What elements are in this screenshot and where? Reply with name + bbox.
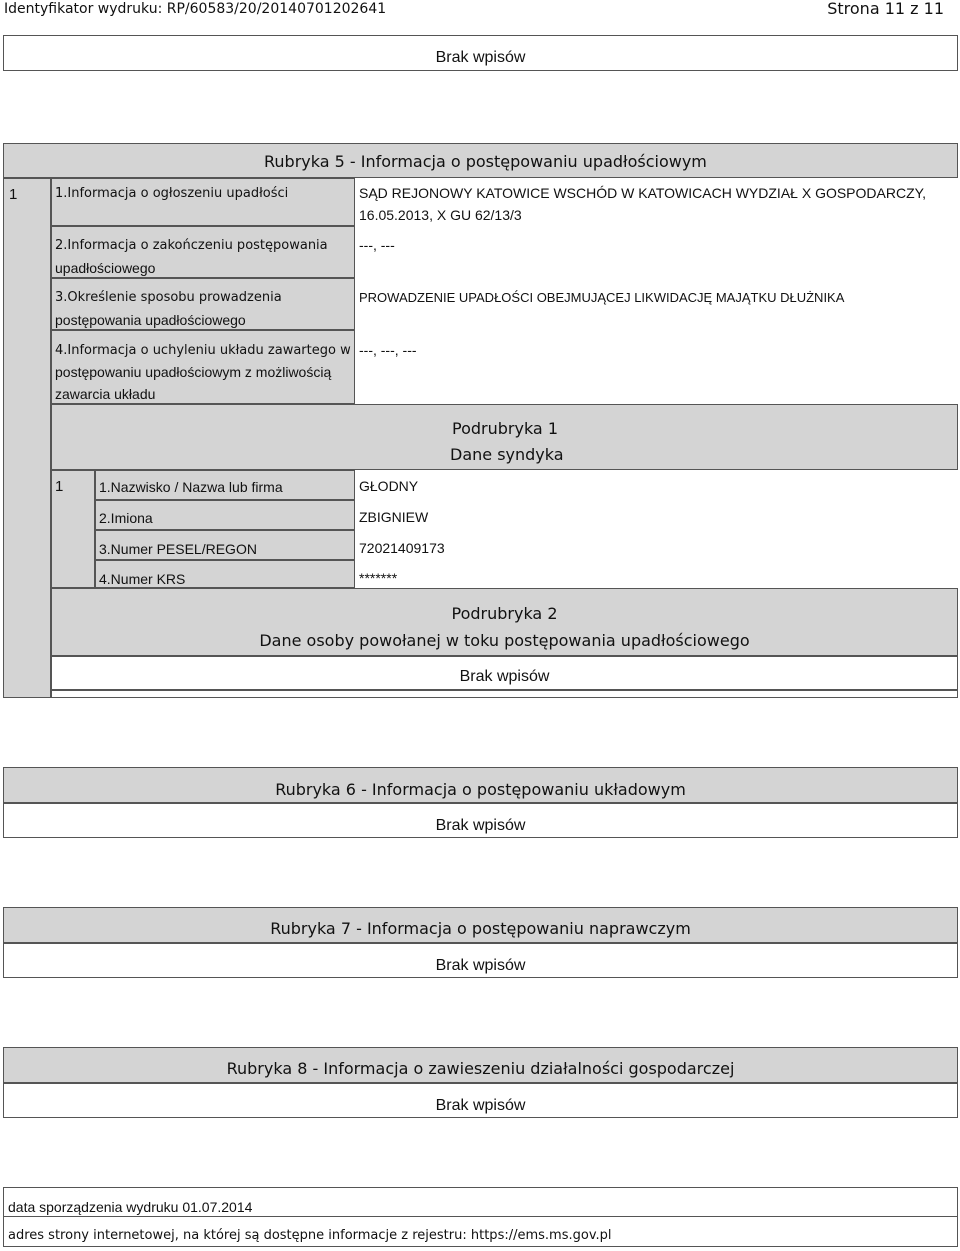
podrubryka2-header — [51, 588, 958, 656]
rubryka8-body — [3, 1083, 958, 1118]
podrubryka2-body — [51, 656, 958, 690]
rubryka5-number-column — [3, 178, 51, 698]
syndyk-value-4: ******* — [359, 570, 398, 586]
page-number: Strona 11 z 11 — [827, 0, 944, 18]
top-section — [3, 35, 958, 71]
print-identifier: Identyfikator wydruku: RP/60583/20/20140701202641 — [4, 1, 387, 17]
rubryka6-title: Rubryka 6 - Informacja o postępowaniu układowym — [275, 780, 686, 799]
podrubryka2-subtitle: Dane osoby powołanej w toku postępowania upadłościowego — [259, 631, 750, 650]
rubryka7-title: Rubryka 7 - Informacja o postępowaniu naprawczym — [270, 919, 691, 938]
field-label-1: 1.Informacja o ogłoszeniu upadłości — [51, 178, 355, 226]
syndyk-value-3: 72021409173 — [359, 540, 445, 556]
syndyk-value-1: GŁODNY — [359, 478, 419, 494]
field-value-3: PROWADZENIE UPADŁOŚCI OBEJMUJĄCEJ LIKWIDACJĘ MAJĄTKU DŁUŻNIKA — [359, 290, 845, 305]
rubryka5-row-number: 1 — [9, 186, 18, 203]
syndyk-value-2: ZBIGNIEW — [359, 509, 429, 525]
podrubryka1-row-number: 1 — [55, 478, 64, 495]
field-label-2: 2.Informacja o zakończeniu postępowania upadłościowego — [51, 226, 355, 278]
footer-date: data sporządzenia wydruku 01.07.2014 — [8, 1199, 253, 1215]
syndyk-label-4: 4.Numer KRS — [95, 560, 355, 588]
rubryka7-empty-text: Brak wpisów — [435, 957, 526, 974]
footer-address: adres strony internetowej, na której są dostępne informacje z rejestru: https://ems.ms.gov.pl — [8, 1228, 612, 1243]
footer-divider — [4, 1216, 957, 1217]
rubryka7-header — [3, 907, 958, 943]
footer — [3, 1187, 958, 1247]
podrubryka1-header — [51, 404, 958, 470]
syndyk-label-3: 3.Numer PESEL/REGON — [95, 530, 355, 560]
rubryka6-empty-text: Brak wpisów — [435, 817, 526, 834]
top-empty-text: Brak wpisów — [435, 49, 526, 66]
podrubryka2-empty-text: Brak wpisów — [459, 668, 550, 685]
rubryka6-header — [3, 767, 958, 803]
podrubryka1-title: Podrubryka 1 — [452, 419, 558, 438]
rubryka6-body — [3, 803, 958, 838]
field-value-4: ---, ---, --- — [359, 342, 417, 358]
field-value-2: ---, --- — [359, 237, 395, 253]
field-value-1-line2: 16.05.2013, X GU 62/13/3 — [359, 207, 522, 223]
syndyk-label-1: 1.Nazwisko / Nazwa lub firma — [95, 470, 355, 500]
podrubryka2-bottom-strip — [51, 690, 958, 698]
field-label-3: 3.Określenie sposobu prowadzenia postępowania upadłościowego — [51, 278, 355, 330]
rubryka8-header — [3, 1047, 958, 1083]
podrubryka2-title: Podrubryka 2 — [451, 604, 558, 623]
field-label-4: 4.Informacja o uchyleniu układu zawartego w postępowaniu upadłościowym z możliwością zawarcia układu — [51, 330, 355, 404]
rubryka7-body — [3, 943, 958, 978]
rubryka8-title: Rubryka 8 - Informacja o zawieszeniu działalności gospodarczej — [226, 1059, 735, 1078]
rubryka8-empty-text: Brak wpisów — [435, 1097, 526, 1114]
rubryka5-title: Rubryka 5 - Informacja o postępowaniu upadłościowym — [264, 152, 707, 171]
syndyk-label-2: 2.Imiona — [95, 500, 355, 530]
podrubryka1-number-column — [51, 470, 95, 588]
podrubryka1-subtitle: Dane syndyka — [450, 445, 564, 464]
rubryka5-header — [3, 143, 958, 178]
field-value-1-line1: SĄD REJONOWY KATOWICE WSCHÓD W KATOWICACH WYDZIAŁ X GOSPODARCZY, — [359, 185, 927, 201]
